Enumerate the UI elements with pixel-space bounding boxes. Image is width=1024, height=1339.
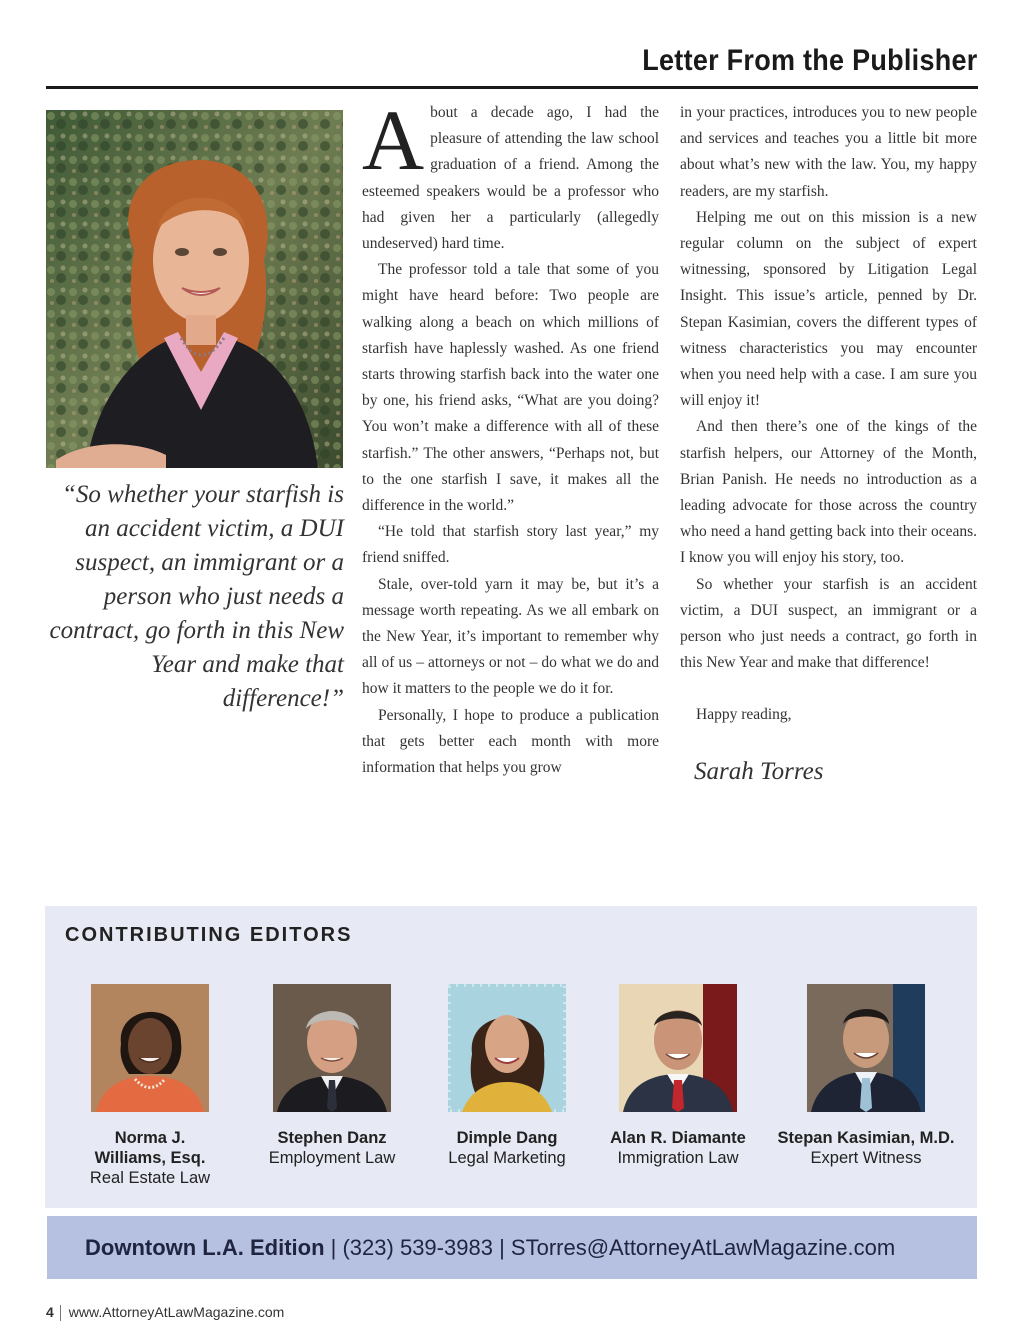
separator: | xyxy=(499,1235,505,1260)
email-link[interactable]: STorres@AttorneyAtLawMagazine.com xyxy=(510,1235,896,1260)
drop-cap: A xyxy=(362,92,425,188)
editor-role: Immigration Law xyxy=(617,1149,739,1167)
editors-heading: CONTRIBUTING EDITORS xyxy=(65,924,353,946)
contributing-editors-panel xyxy=(45,906,977,1208)
article-paragraph: Stale, over-told yarn it may be, but it’s a message worth repeating. As we all embark on the New Year, it’s important to remember why all of us – attorneys or not – do what we do and how it matters to the people we do it for. xyxy=(362,575,659,698)
editor-role: Real Estate Law xyxy=(89,1169,211,1187)
article-paragraph: About a decade ago, I had the pleasure of attending the law school graduation of a friend. Among the esteemed speakers would be a professor who had given her a particularly (allegedly undeserved) hard time. xyxy=(362,92,659,253)
editor-role: Legal Marketing xyxy=(448,1149,566,1167)
page-number: 4 xyxy=(46,1304,54,1320)
article-paragraph: in your practices, introduces you to new people and services and teaches you a little bit more about what’s new with the law. You, my happy readers, are my starfish. xyxy=(680,104,977,200)
editor-card xyxy=(85,984,215,1188)
article-paragraph: Personally, I hope to produce a publication that gets better each month with more information that helps you grow xyxy=(362,706,659,777)
editor-role: Employment Law xyxy=(268,1149,396,1167)
article-paragraph: So whether your starfish is an accident victim, a DUI suspect, an immigrant or a person who just needs a contract, go forth in this New Year and make that difference! xyxy=(680,575,977,672)
editor-card xyxy=(771,984,961,1168)
editor-portrait xyxy=(273,984,391,1112)
editor-portrait xyxy=(448,984,566,1112)
editor-card xyxy=(605,984,751,1168)
editor-role: Expert Witness xyxy=(810,1149,922,1167)
signature: Sarah Torres xyxy=(694,757,824,785)
editor-card xyxy=(257,984,407,1168)
header-rule xyxy=(46,86,978,89)
editor-portrait xyxy=(619,984,737,1112)
website-link[interactable]: www.AttorneyAtLawMagazine.com xyxy=(68,1304,285,1320)
editor-card xyxy=(437,984,577,1168)
publisher-photo xyxy=(46,110,343,468)
edition-name: Downtown L.A. Edition xyxy=(85,1235,325,1260)
editor-name: Alan R. Diamante xyxy=(610,1129,746,1147)
phone-number[interactable]: (323) 539-3983 xyxy=(342,1235,493,1260)
editor-name: Dimple Dang xyxy=(456,1129,558,1147)
editor-name: Stephen Danz xyxy=(277,1129,387,1147)
article-paragraph: “He told that starfish story last year,” my friend sniffed. xyxy=(362,523,659,567)
page-title: Letter From the Publisher xyxy=(642,44,978,77)
edition-contact-bar xyxy=(47,1216,977,1279)
editor-portrait xyxy=(807,984,925,1112)
closing-line: Happy reading, xyxy=(696,706,792,724)
article-column-left xyxy=(362,92,659,781)
article-paragraph: The professor told a tale that some of you might have heard before: Two people are walking along a beach on which millions of starfish have haplessly washed. As one friend starts throwing starfish back into the water one by one, his friend asks, “What are you doing? You won’t make a difference with all of these starfish.” The other answers, “Perhaps not, but to the one starfish I save, it makes all the difference in the world.” xyxy=(362,261,659,515)
separator: | xyxy=(330,1235,337,1260)
article-column-right xyxy=(680,100,977,785)
editor-name: Stepan Kasimian, M.D. xyxy=(777,1129,955,1147)
footer-divider xyxy=(60,1305,61,1321)
editor-name: Norma J. Williams, Esq. xyxy=(94,1129,206,1167)
article-paragraph: Helping me out on this mission is a new regular column on the subject of expert witnessing, sponsored by Litigation Legal Insight. This issue’s article, penned by Dr. Stepan Kasimian, covers the different types of witness characteristics you may encounter when you need help with a case. I am sure you will enjoy it! xyxy=(680,208,977,410)
editor-portrait xyxy=(91,984,209,1112)
pull-quote: “So whether your starfish is an accident victim, a DUI suspect, an immigrant or a person who just needs a contract, go forth in this New Year and make that difference!” xyxy=(49,481,344,712)
page-footer xyxy=(46,1304,284,1321)
article-paragraph: And then there’s one of the kings of the starfish helpers, our Attorney of the Month, Brian Panish. He needs no introduction as a leading advocate for those across the country who need a hand getting back into their oceans. I know you will enjoy his story, too. xyxy=(680,418,977,567)
